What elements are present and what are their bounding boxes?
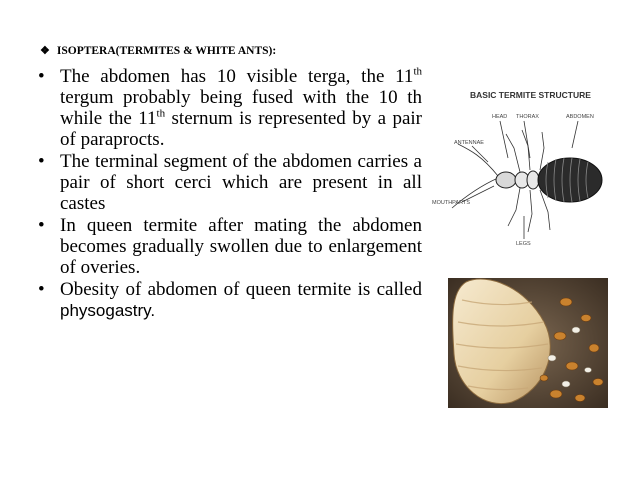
label-abdomen: ABDOMEN bbox=[566, 114, 594, 120]
bullet-item-1 bbox=[38, 66, 422, 150]
bullet-item-2 bbox=[38, 151, 422, 214]
diamond-bullet-icon: ❖ bbox=[40, 45, 50, 57]
bullet-1-text-b: tergum probably being fused with the 10 th while the 11 bbox=[60, 87, 422, 129]
bullet-dot-icon: • bbox=[38, 151, 45, 172]
bullet-1-text-c: sternum is represented by a pair of paraprocts. bbox=[60, 108, 422, 150]
bullet-4-text: Obesity of abdomen of queen termite is called bbox=[60, 279, 422, 300]
bullet-dot-icon: • bbox=[38, 215, 45, 236]
superscript-th: th bbox=[413, 65, 422, 78]
label-legs: LEGS bbox=[516, 241, 531, 247]
bullet-4-term: physogastry. bbox=[60, 301, 156, 320]
label-antennae: ANTENNAE bbox=[454, 140, 484, 146]
superscript-th: th bbox=[156, 107, 166, 120]
queen-termite-photo bbox=[448, 278, 608, 408]
slide-heading bbox=[40, 44, 276, 57]
bullet-3-text: In queen termite after mating the abdomen becomes gradually swollen due to enlargement of overies. bbox=[60, 215, 422, 278]
bullet-1-text-a: The abdomen has 10 visible terga, the 11 bbox=[60, 66, 414, 87]
label-mouthparts: MOUTHPARTS bbox=[432, 200, 470, 206]
termite-drawing bbox=[432, 86, 608, 258]
label-thorax: THORAX bbox=[516, 114, 539, 120]
bullet-dot-icon: • bbox=[38, 66, 45, 87]
diagram-title: BASIC TERMITE STRUCTURE bbox=[470, 90, 591, 100]
bullet-2-text: The terminal segment of the abdomen carries a pair of short cerci which are present in all castes bbox=[60, 151, 422, 214]
queen-termite-image bbox=[448, 278, 608, 408]
label-head: HEAD bbox=[492, 114, 508, 120]
bullet-dot-icon: • bbox=[38, 279, 45, 300]
heading-text: ISOPTERA(TERMITES & WHITE ANTS): bbox=[56, 45, 277, 57]
bullet-item-4 bbox=[38, 279, 422, 321]
bullet-item-3 bbox=[38, 215, 422, 278]
termite-structure-diagram bbox=[432, 86, 608, 258]
bullet-list bbox=[38, 66, 422, 322]
